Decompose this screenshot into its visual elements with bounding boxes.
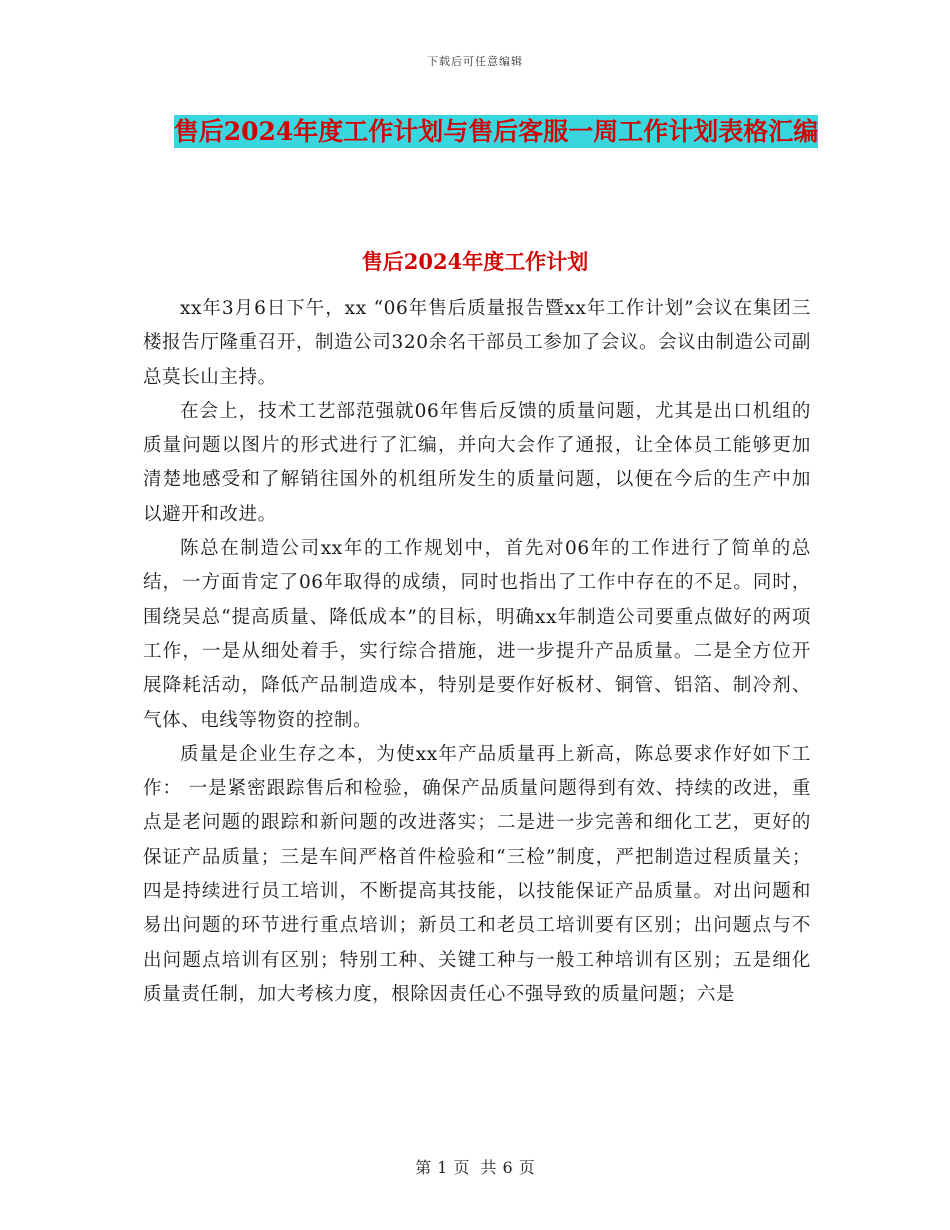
body-text bbox=[143, 292, 811, 1012]
paragraph-1: xx年3月6日下午，xx “06年售后质量报告暨xx年工作计划”会议在集团三楼报告厅隆重召开，制造公司320余名干部员工参加了会议。会议由制造公司副总莫长山主持。 bbox=[143, 298, 811, 388]
paragraph-2: 在会上，技术工艺部范强就06年售后反馈的质量问题，尤其是出口机组的质量问题以图片的形式进行了汇编，并向大会作了通报，让全体员工能够更加清楚地感受和了解销往国外的机组所发生的质量问题，以便在今后的生产中加以避开和改进。 bbox=[143, 400, 811, 525]
document-title-text: 售后2024年度工作计划与售后客服一周工作计划表格汇编 bbox=[173, 117, 819, 146]
section-title: 售后2024年度工作计划 bbox=[361, 249, 589, 274]
footer-total-pages: 6 bbox=[502, 1158, 513, 1177]
footer-current-page: 1 bbox=[437, 1158, 448, 1177]
document-title bbox=[140, 110, 852, 153]
header-note: 下载后可任意编辑 bbox=[427, 55, 523, 68]
paragraph-3: 陈总在制造公司xx年的工作规划中，首先对06年的工作进行了简单的总结，一方面肯定了06年取得的成绩，同时也指出了工作中存在的不足。同时，围绕吴总“提高质量、降低成本”的目标，明确xx年制造公司要重点做好的两项工作，一是从细处着手，实行综合措施，进一步提升产品质量。二是全方位开展降耗活动，降低产品制造成本，特别是要作好板材、铜管、铝箔、制冷剂、气体、电线等物资的控制。 bbox=[143, 538, 811, 731]
paragraph-4: 质量是企业生存之本，为使xx年产品质量再上新高，陈总要求作好如下工作： 一是紧密跟踪售后和检验，确保产品质量问题得到有效、持续的改进，重点是老问题的跟踪和新问题的改进落实；二是进一步完善和细化工艺，更好的保证产品质量；三是车间严格首件检验和“三检”制度，严把制造过程质量关；四是持续进行员工培训，不断提高其技能，以技能保证产品质量。对出问题和易出问题的环节进行重点培训；新员工和老员工培训要有区别；出问题点与不出问题点培训有区别；特别工种、关键工种与一般工种培训有区别；五是细化质量责任制，加大考核力度，根除因责任心不强导致的质量问题；六是 bbox=[143, 743, 811, 1005]
page-footer bbox=[0, 1155, 950, 1178]
footer-middle: 页 共 bbox=[453, 1158, 497, 1177]
footer-prefix: 第 bbox=[415, 1158, 432, 1177]
footer-suffix: 页 bbox=[518, 1158, 535, 1177]
